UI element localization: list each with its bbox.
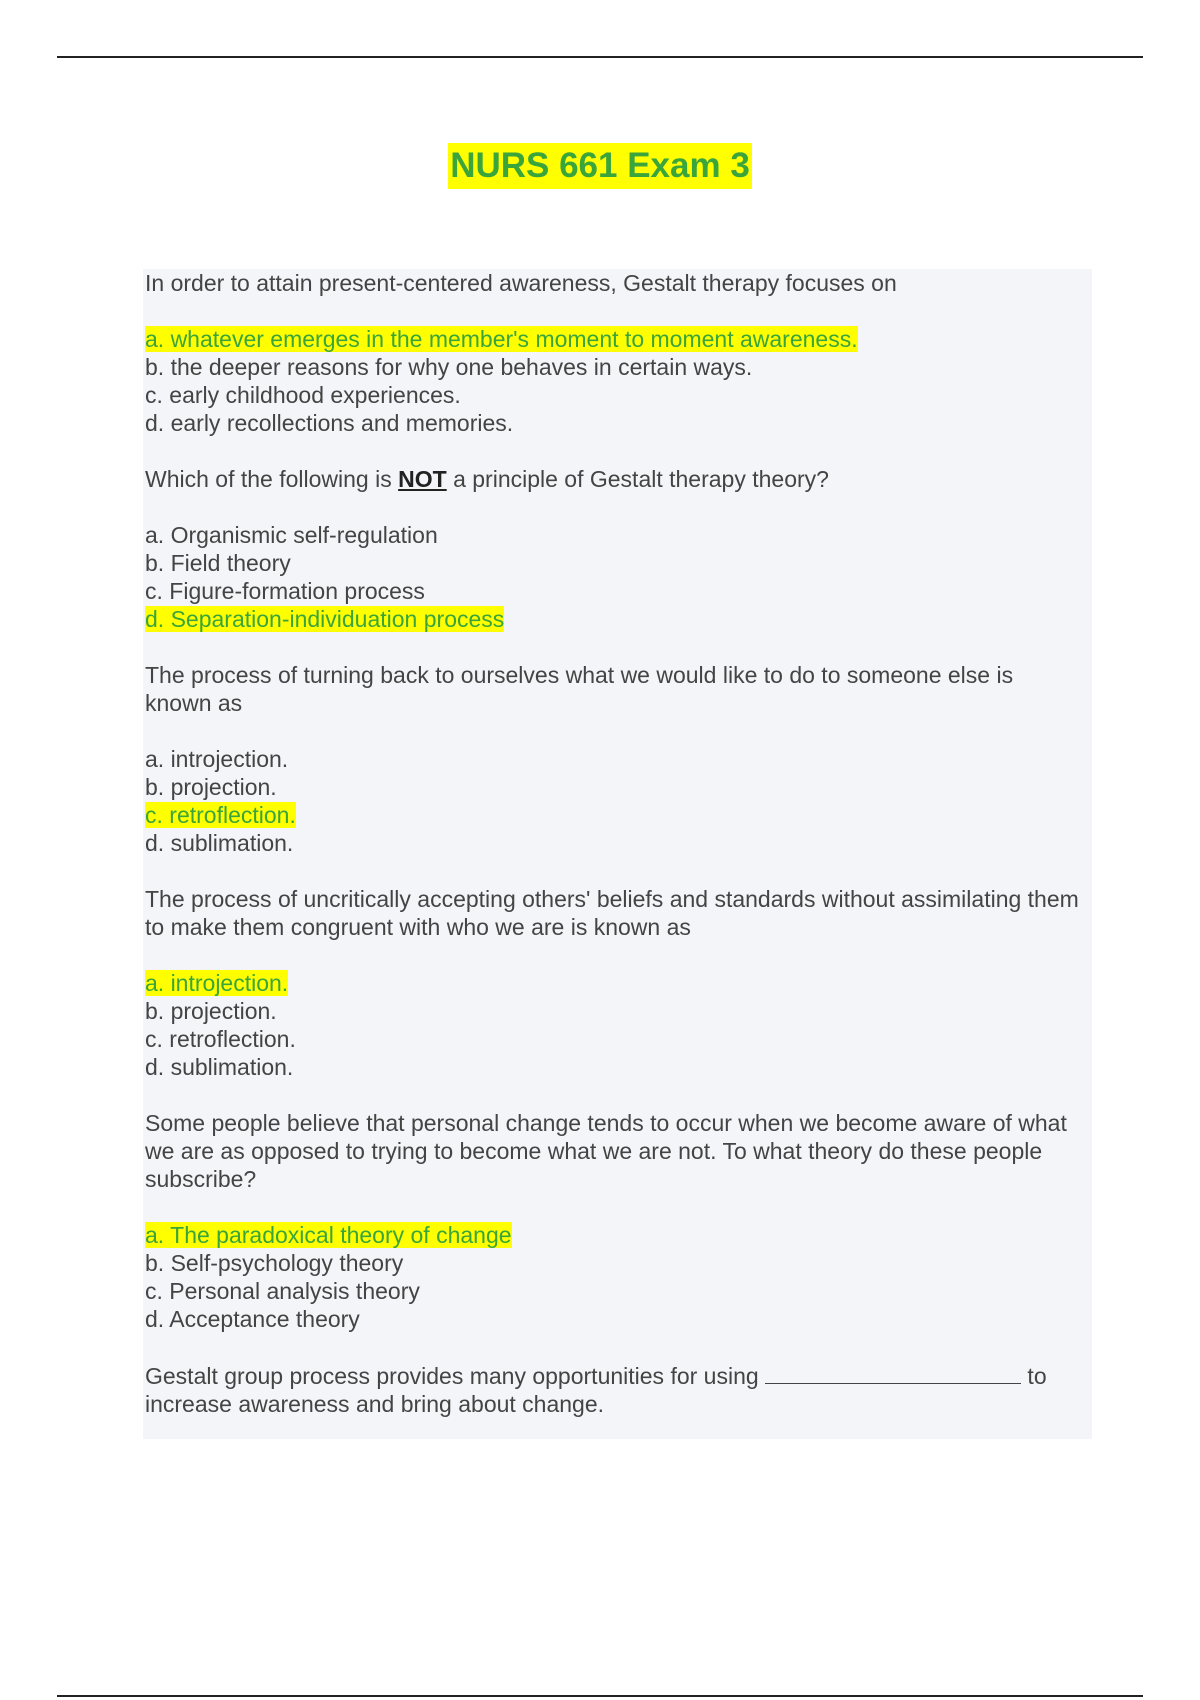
answer-option-correct: c. retroflection. [145, 802, 296, 828]
question-text: Some people believe that personal change tends to occur when we become aware of what we are as opposed to trying to become what we are not. To what theory do these people subscribe? [145, 1110, 1067, 1192]
answer-option-correct: a. introjection. [145, 970, 289, 996]
top-rule [57, 56, 1143, 58]
answer-option-correct: a. The paradoxical theory of change [145, 1222, 512, 1248]
answer-option: d. early recollections and memories. [145, 410, 514, 436]
answer-option: a. introjection. [145, 746, 289, 772]
question-text: Which of the following is NOT a principle of Gestalt therapy theory? [145, 466, 829, 492]
question-6 [145, 1361, 1080, 1418]
answer-option: b. the deeper reasons for why one behaves in certain ways. [145, 354, 753, 380]
title-container [0, 143, 1200, 189]
document-title: NURS 661 Exam 3 [448, 143, 752, 189]
answer-option-correct: a. whatever emerges in the member's moment to moment awareness. [145, 326, 858, 352]
answer-option: d. Acceptance theory [145, 1306, 360, 1332]
emphasis-not: NOT [398, 466, 447, 492]
answer-option: b. projection. [145, 774, 277, 800]
answer-option: c. early childhood experiences. [145, 382, 461, 408]
question-text: Gestalt group process provides many opportunities for using to increase awareness and bring about change. [145, 1363, 1047, 1417]
answer-option: b. Self-psychology theory [145, 1250, 404, 1276]
question-text: The process of turning back to ourselves what we would like to do to someone else is known as [145, 662, 1014, 716]
questions-list [145, 269, 1080, 1446]
answer-option: d. sublimation. [145, 830, 294, 856]
answer-option: b. projection. [145, 998, 277, 1024]
bottom-rule [57, 1695, 1143, 1697]
answer-option: d. sublimation. [145, 1054, 294, 1080]
answer-option: b. Field theory [145, 550, 291, 576]
fill-in-blank [765, 1361, 1021, 1384]
answer-option: c. retroflection. [145, 1026, 296, 1052]
question-text: In order to attain present-centered awareness, Gestalt therapy focuses on [145, 270, 897, 296]
questions-panel [143, 269, 1092, 1439]
question-2 [145, 465, 1080, 633]
answer-option-correct: d. Separation-individuation process [145, 606, 505, 632]
question-1 [145, 269, 1080, 437]
answer-option: c. Personal analysis theory [145, 1278, 420, 1304]
question-3 [145, 661, 1080, 857]
question-text: The process of uncritically accepting others' beliefs and standards without assimilating them to make them congruent with who we are is known as [145, 886, 1079, 940]
answer-option: c. Figure-formation process [145, 578, 425, 604]
answer-option: a. Organismic self-regulation [145, 522, 438, 548]
question-5 [145, 1109, 1080, 1333]
question-4 [145, 885, 1080, 1081]
